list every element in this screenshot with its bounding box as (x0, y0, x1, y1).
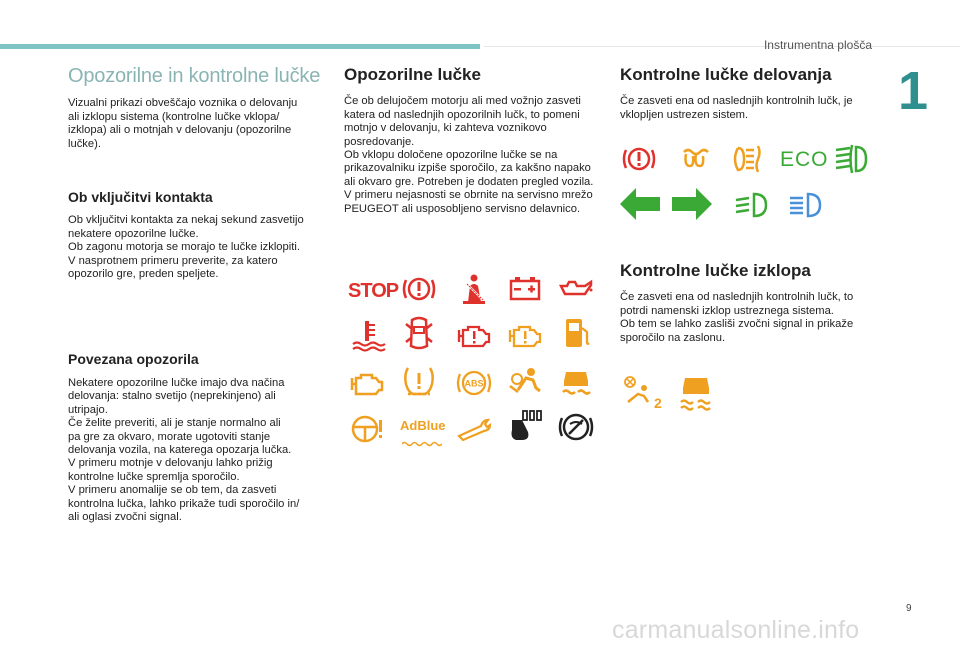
chapter-number: 1 (898, 61, 929, 121)
glow-plug-icon (678, 142, 716, 176)
rear-fog-light-icon (732, 142, 770, 176)
engine-warning-icon (348, 366, 386, 400)
warning-lights-text: Če ob delujočem motorju ali med vožnjo zasveti katera od naslednjih opozorilnih lučk, to pomeni motnjo v delovanju, ki zahteva voznikovo posredovanje. Ob vklopu določene opozorilne lučke se na prikazovalniku izpiše sporočilo, za kakšno napako ali okvaro gre. Potreben je dodaten pregled vozila. V primeru nejasnosti se obrnite na servisno mrežo PEUGEOT ali usposobljeno servisno delavnico. (344, 95, 594, 215)
page-title: Opozorilne in kontrolne lučke (68, 65, 321, 87)
brake-warning-icon (400, 272, 438, 306)
turn-right-icon (670, 186, 714, 222)
operation-lights-text: Če zasveti ena od naslednjih kontrolnih lučk, je vklopljen ustrezen sistem. (620, 95, 853, 121)
eco-mode-icon: ECO (780, 148, 829, 171)
column-warning-lights (344, 62, 606, 216)
abs-icon (455, 366, 493, 400)
seatbelt-icon (455, 272, 493, 306)
section-title-related-warnings: Povezana opozorila (68, 351, 199, 368)
traction-control-icon (557, 364, 595, 398)
engine-fault-red-icon (455, 318, 493, 352)
svg-text:2: 2 (654, 395, 662, 411)
deactivation-lights-text: Če zasveti ena od naslednjih kontrolnih lučk, to potrdi namenski izklop ustreznega sistema. Ob tem se lahko zasliši zvočni signal in prikaže sporočilo na zaslonu. (620, 291, 854, 344)
low-beam-icon (732, 188, 770, 222)
airbag-off-icon (506, 364, 544, 398)
section-text-ignition: Ob vključitvi kontakta za nekaj sekund zasvetijo nekatere opozorilne lučke. Ob zagonu motorja se morajo te lučke izklopiti. V nasprotnem primeru preverite, za katero opozorilo gre, preden speljete. (68, 214, 304, 281)
fuel-level-icon (557, 316, 595, 350)
watermark: carmanualsonline.info (612, 616, 860, 644)
column-deactivation-lights (620, 258, 890, 345)
section-text-related-warnings: Nekatere opozorilne lučke imajo dva načina delovanja: stalno svetijo (neprekinjeno) ali utripajo. Če želite preveriti, ali je stanje normalno ali pa gre za okvaro, morate ugotoviti stanje delovanja vozila, na katerega opozarja lučka. V primeru motnje v delovanju lahko prižig kontrolne lučke spremlja sporočilo. V primeru anomalije se ob tem, da zasveti kontrolna lučka, lahko prikaže tudi sporočilo in/ ali oglasi zvočni signal. (68, 376, 300, 523)
turn-left-icon (618, 186, 662, 222)
door-open-icon (400, 316, 438, 350)
adblue-icon: AdBlue (400, 418, 446, 433)
intro-text: Vizualni prikazi obveščajo voznika o delovanju ali izklopu sistema (kontrolne lučke vklopa/ izklopa) ali o motnjah v delovanju (opozorilne lučke). (68, 97, 298, 150)
adblue-wave-icon (402, 434, 442, 440)
header-accent-bar (0, 44, 480, 49)
high-beam-icon (786, 188, 824, 222)
section-title-ignition: Ob vključitvi kontakta (68, 189, 213, 206)
warning-lights-title: Opozorilne lučke (344, 65, 481, 84)
deactivation-lights-title: Kontrolne lučke izklopa (620, 261, 811, 280)
battery-icon (506, 272, 544, 306)
operation-lights-title: Kontrolne lučke delovanja (620, 65, 832, 84)
engine-fault-amber-icon (506, 318, 544, 352)
parking-brake-auto-icon (557, 410, 595, 444)
service-wrench-icon (455, 412, 493, 446)
coolant-temperature-icon (348, 318, 386, 352)
page-number: 9 (906, 603, 912, 614)
foot-on-brake-icon (506, 408, 544, 442)
header-divider (484, 46, 960, 47)
stop-icon: STOP (348, 280, 399, 302)
section-label: Instrumentna plošča (763, 38, 872, 52)
airbag-deactivated-icon (620, 372, 664, 412)
steering-fault-icon (348, 412, 386, 446)
svg-text:ABS: ABS (464, 378, 484, 389)
oil-pressure-icon (557, 272, 595, 306)
front-fog-light-icon (832, 142, 870, 176)
tyre-pressure-icon (400, 364, 438, 398)
traction-control-off-icon (676, 372, 716, 412)
brake-active-icon (620, 142, 658, 176)
column-indicator-lights (620, 62, 890, 122)
column-intro (68, 62, 328, 524)
